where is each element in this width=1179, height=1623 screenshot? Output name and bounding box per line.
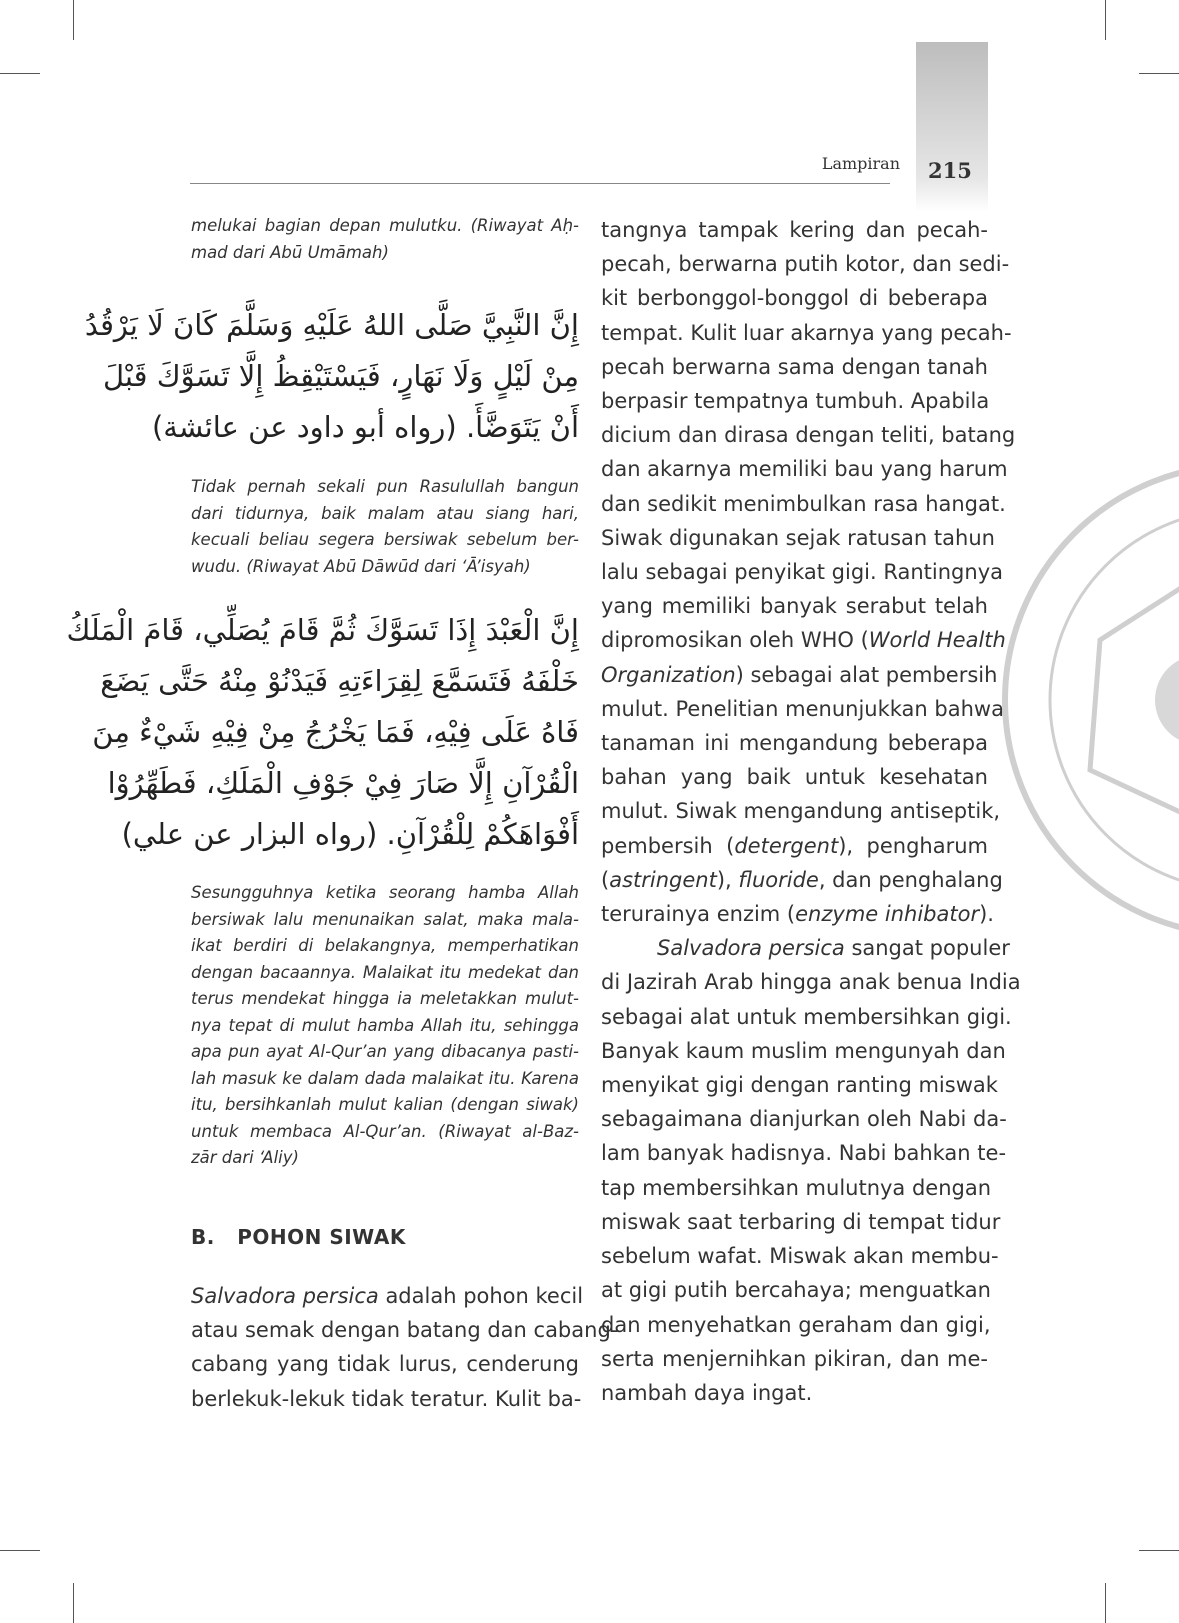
text-line: Salvadora persica sangat populer xyxy=(657,936,1010,961)
text-line: lam banyak hadisnya. Nabi bahkan te- xyxy=(601,1141,1007,1166)
arabic-line: الْقُرْآنِ إِلَّا صَارَ فِيْ جَوْفِ الْمَلَكِ، فَطَهِّرُوْا xyxy=(107,766,579,800)
text-line: Salvadora persica adalah pohon kecil xyxy=(191,1284,584,1308)
text-line: apa pun ayat Al-Qur’an yang dibacanya pasti- xyxy=(191,1042,579,1061)
text-line: dicium dan dirasa dengan teliti, batang xyxy=(601,423,1016,448)
text-line: pecah berwarna sama dengan tanah xyxy=(601,354,988,379)
text-line: dari tidurnya, baik malam atau siang hari, xyxy=(191,503,579,523)
crop-mark xyxy=(0,73,40,74)
text-line: mad dari Abū Umāmah) xyxy=(191,242,389,262)
text-line: tap membersihkan mulutnya dengan xyxy=(601,1175,992,1200)
text-line: lalu sebagai penyikat gigi. Rantingnya xyxy=(601,560,1003,585)
text-line: berpasir tempatnya tumbuh. Apabila xyxy=(601,389,990,414)
text-line: mulut. Penelitian menunjukkan bahwa xyxy=(601,696,1004,721)
text-line: dan akarnya memiliki bau yang harum xyxy=(601,457,1008,482)
text-line: wudu. (Riwayat Abū Dāwūd dari ‘Ā’isyah) xyxy=(191,556,531,576)
text-line: atau semak dengan batang dan cabang- xyxy=(191,1318,619,1343)
crop-mark xyxy=(1105,0,1106,40)
text-line: berlekuk-lekuk tidak teratur. Kulit ba- xyxy=(191,1386,582,1411)
text-line: menyikat gigi dengan ranting miswak xyxy=(601,1073,998,1098)
text-line: pecah, berwarna putih kotor, dan sedi- xyxy=(601,252,1010,277)
arabic-line: فَاهُ عَلَى فِيْهِ، فَمَا يَخْرُجُ مِنْ فِيْهِ شَيْءٌ مِنَ xyxy=(92,715,579,749)
text-line: pembersih (detergent), pengharum xyxy=(601,833,988,858)
text-line: zār dari ‘Aliy) xyxy=(191,1148,299,1167)
section-heading: B. POHON SIWAK xyxy=(191,1225,406,1249)
crop-mark xyxy=(73,1583,74,1623)
text-line: nya tepat di mulut hamba Allah itu, sehingga xyxy=(191,1015,579,1035)
hadith-translation-1 xyxy=(191,213,579,266)
text-line: tangnya tampak kering dan pecah- xyxy=(601,218,988,242)
body-column-right xyxy=(601,213,1021,1410)
body-paragraph-left xyxy=(191,1279,619,1416)
arabic-hadith-2 xyxy=(66,605,579,860)
text-line: dipromosikan oleh WHO (World Health xyxy=(601,628,1006,653)
text-line: serta menjernihkan pikiran, dan me- xyxy=(601,1346,988,1371)
text-line: miswak saat terbaring di tempat tidur xyxy=(601,1209,1001,1234)
crop-mark xyxy=(1139,1550,1179,1551)
page-number: 215 xyxy=(928,158,972,183)
text-line: nambah daya ingat. xyxy=(601,1380,813,1405)
crop-mark xyxy=(1139,73,1179,74)
crop-mark xyxy=(0,1550,40,1551)
hadith-translation-3 xyxy=(191,880,579,1172)
text-line: dengan bacaannya. Malaikat itu medekat dan xyxy=(191,962,579,982)
text-line: dan sedikit menimbulkan rasa hangat. xyxy=(601,491,1006,516)
text-line: kit berbonggol-bonggol di beberapa xyxy=(601,286,988,311)
arabic-line: أَفْوَاهَكُمْ لِلْقُرْآنِ. (رواه البزار عن علي) xyxy=(121,817,579,851)
text-line: tempat. Kulit luar akarnya yang pecah- xyxy=(601,320,1012,345)
arabic-line: خَلْفَهُ فَتَسَمَّعَ لِقِرَاءَتِهِ فَيَدْنُوْ مِنْهُ حَتَّى يَضَعَ xyxy=(100,664,579,698)
text-line: itu, bersihkanlah mulut kalian (dengan siwak) xyxy=(191,1095,579,1114)
text-line: Banyak kaum muslim mengunyah dan xyxy=(601,1038,1006,1063)
text-line: bahan yang baik untuk kesehatan xyxy=(601,765,988,790)
text-line: terurainya enzim (enzyme inhibator). xyxy=(601,902,994,927)
text-line: sebagaimana dianjurkan oleh Nabi da- xyxy=(601,1107,1007,1132)
text-line: bersiwak lalu menunaikan salat, maka mala- xyxy=(191,909,579,929)
arabic-line: مِنْ لَيْلٍ وَلَا نَهَارٍ، فَيَسْتَيْقِظُ إِلَّا تَسَوَّكَ قَبْلَ xyxy=(102,359,579,393)
text-line: untuk membaca Al-Qur’an. (Riwayat al-Baz- xyxy=(191,1121,579,1141)
arabic-line: أَنْ يَتَوَضَّأَ. (رواه أبو داود عن عائشة) xyxy=(151,410,579,444)
arabic-line: إِنَّ النَّبِيَّ صَلَّى اللهُ عَلَيْهِ وَسَلَّمَ كَانَ لَا يَرْقُدُ xyxy=(84,308,579,342)
text-line: sebagai alat untuk membersihkan gigi. xyxy=(601,1004,1012,1029)
text-line: dan menyehatkan geraham dan gigi, xyxy=(601,1312,991,1337)
crop-mark xyxy=(73,0,74,40)
text-line: at gigi putih bercahaya; menguatkan xyxy=(601,1278,991,1303)
text-line: (astringent), fluoride, dan penghalang xyxy=(601,867,1003,892)
text-line: ikat berdiri di belakangnya, memperhatikan xyxy=(191,936,579,955)
running-title: Lampiran xyxy=(821,154,900,173)
text-line: mulut. Siwak mengandung antiseptik, xyxy=(601,799,1001,824)
chapter-tab xyxy=(916,42,988,212)
text-line: Organization) sebagai alat pembersih xyxy=(601,662,998,687)
text-line: Sesungguhnya ketika seorang hamba Allah xyxy=(191,883,579,902)
text-line: terus mendekat hingga ia meletakkan mulut- xyxy=(191,989,579,1008)
text-line: Siwak digunakan sejak ratusan tahun xyxy=(601,525,995,550)
text-line: melukai bagian depan mulutku. (Riwayat Aḥ- xyxy=(191,216,579,235)
text-line: tanaman ini mengandung beberapa xyxy=(601,731,988,756)
header-rule xyxy=(190,183,890,184)
text-line: cabang yang tidak lurus, cenderung xyxy=(191,1352,579,1377)
text-line: yang memiliki banyak serabut telah xyxy=(601,594,988,619)
arabic-hadith-1 xyxy=(84,300,579,453)
text-line: di Jazirah Arab hingga anak benua India xyxy=(601,970,1021,995)
text-line: Tidak pernah sekali pun Rasulullah bangun xyxy=(191,477,579,496)
crop-mark xyxy=(1105,1583,1106,1623)
hadith-translation-2 xyxy=(191,474,579,580)
arabic-line: إِنَّ الْعَبْدَ إِذَا تَسَوَّكَ ثُمَّ قَامَ يُصَلِّي، قَامَ الْمَلَكُ xyxy=(66,613,579,647)
stamp-watermark xyxy=(1000,440,1179,960)
text-line: kecuali beliau segera bersiwak sebelum ber- xyxy=(191,530,579,549)
text-line: sebelum wafat. Miswak akan membu- xyxy=(601,1244,999,1269)
text-line: lah masuk ke dalam dada malaikat itu. Karena xyxy=(191,1068,579,1088)
